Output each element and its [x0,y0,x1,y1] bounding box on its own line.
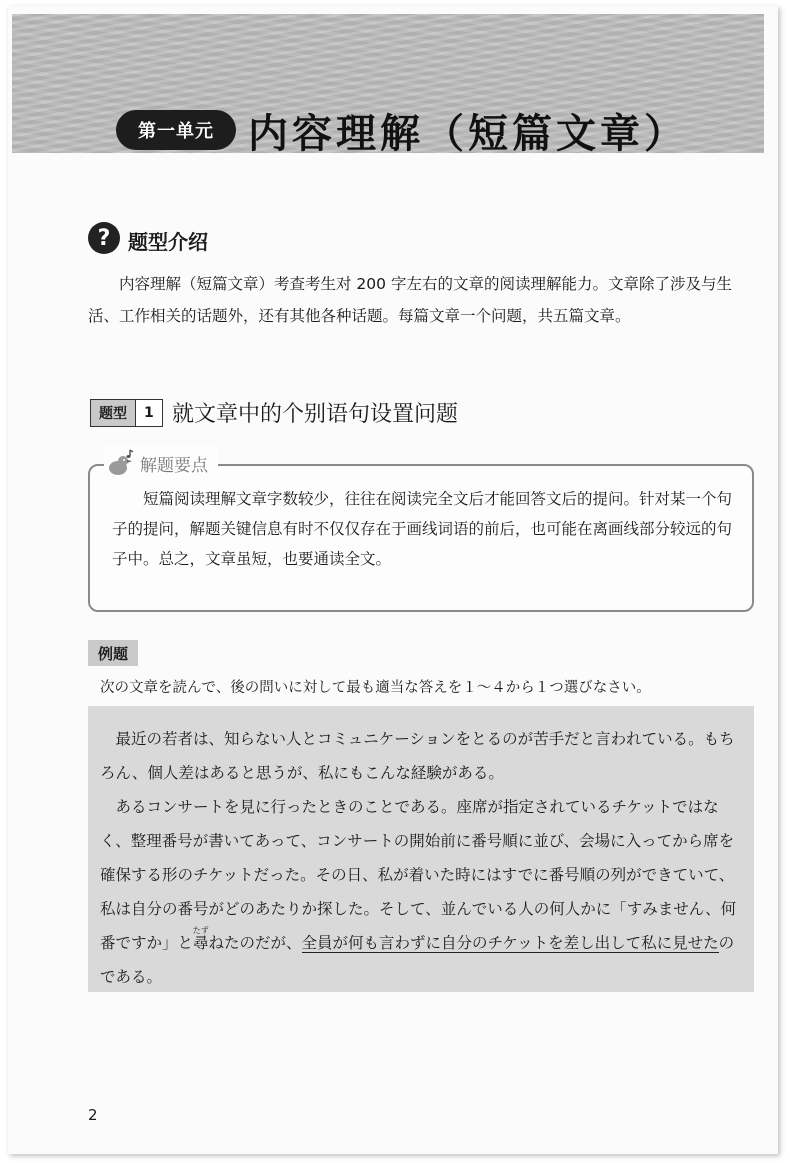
tips-paragraph: 短篇阅读理解文章字数较少，往往在阅读完全文后才能回答文后的提问。针对某一个句子的提问，解题关键信息有时不仅仅存在于画线词语的前后，也可能在离画线部分较远的句子中。总之，文章虽短，也要通读全文。 [112,490,733,568]
tips-header [104,446,218,480]
tips-label: 解题要点 [140,455,208,476]
question-type-tag [90,399,163,427]
passage-paragraph-2 [100,790,742,994]
section-title: 题型介绍 [128,230,208,254]
example-tag: 例题 [88,640,138,666]
intro-paragraph: 内容理解（短篇文章）考查考生对 200 字左右的文章的阅读理解能力。文章除了涉及与生活、工作相关的话题外，还有其他各种话题。每篇文章一个问题，共五篇文章。 [88,275,732,325]
ruby-reading: たず [192,926,209,935]
underlined-sentence: 全員が何も言わずに自分のチケットを差し出して私に見せた [301,934,719,952]
reading-passage [100,722,742,994]
furigana-word [192,926,209,952]
question-type-label: 题型 [91,400,135,426]
tips-text [112,484,732,574]
bird-icon [104,446,138,480]
intro-text [88,268,754,332]
example-instruction: 次の文章を読んで、後の問いに対して最も適当な答えを１〜４から１つ選びなさい。 [100,680,651,696]
passage-paragraph-1: 最近の若者は、知らない人とコミュニケーションをとるのが苦手だと言われている。もちろん、個人差はあると思うが、私にもこんな経験がある。 [100,730,735,782]
passage-text-segment: のである。 [100,934,735,986]
unit-title: 内容理解（短篇文章） [248,111,688,157]
page-number: 2 [88,1106,98,1124]
question-type-number: 1 [135,400,162,426]
ruby-base: 尋 [192,934,209,952]
unit-label: 第一单元 [116,110,236,150]
question-icon: ? [88,222,120,254]
passage-text-segment: ねたのだが、 [208,934,302,952]
passage-text-segment: あるコンサートを見に行ったときのことである。座席が指定されているチケットではなく、整理番号が書いてあって、コンサートの開始前に番号順に並び、会場に入ってから席を確保する形のチケットだった。その日、私が着いた時にはすでに番号順の列ができていて、私は自分の番号がどのあたりか探した。そして、並んでいる人の何人かに「すみません、何番ですか」と [100,798,737,952]
question-type-title: 就文章中的个别语句设置问题 [172,402,459,427]
